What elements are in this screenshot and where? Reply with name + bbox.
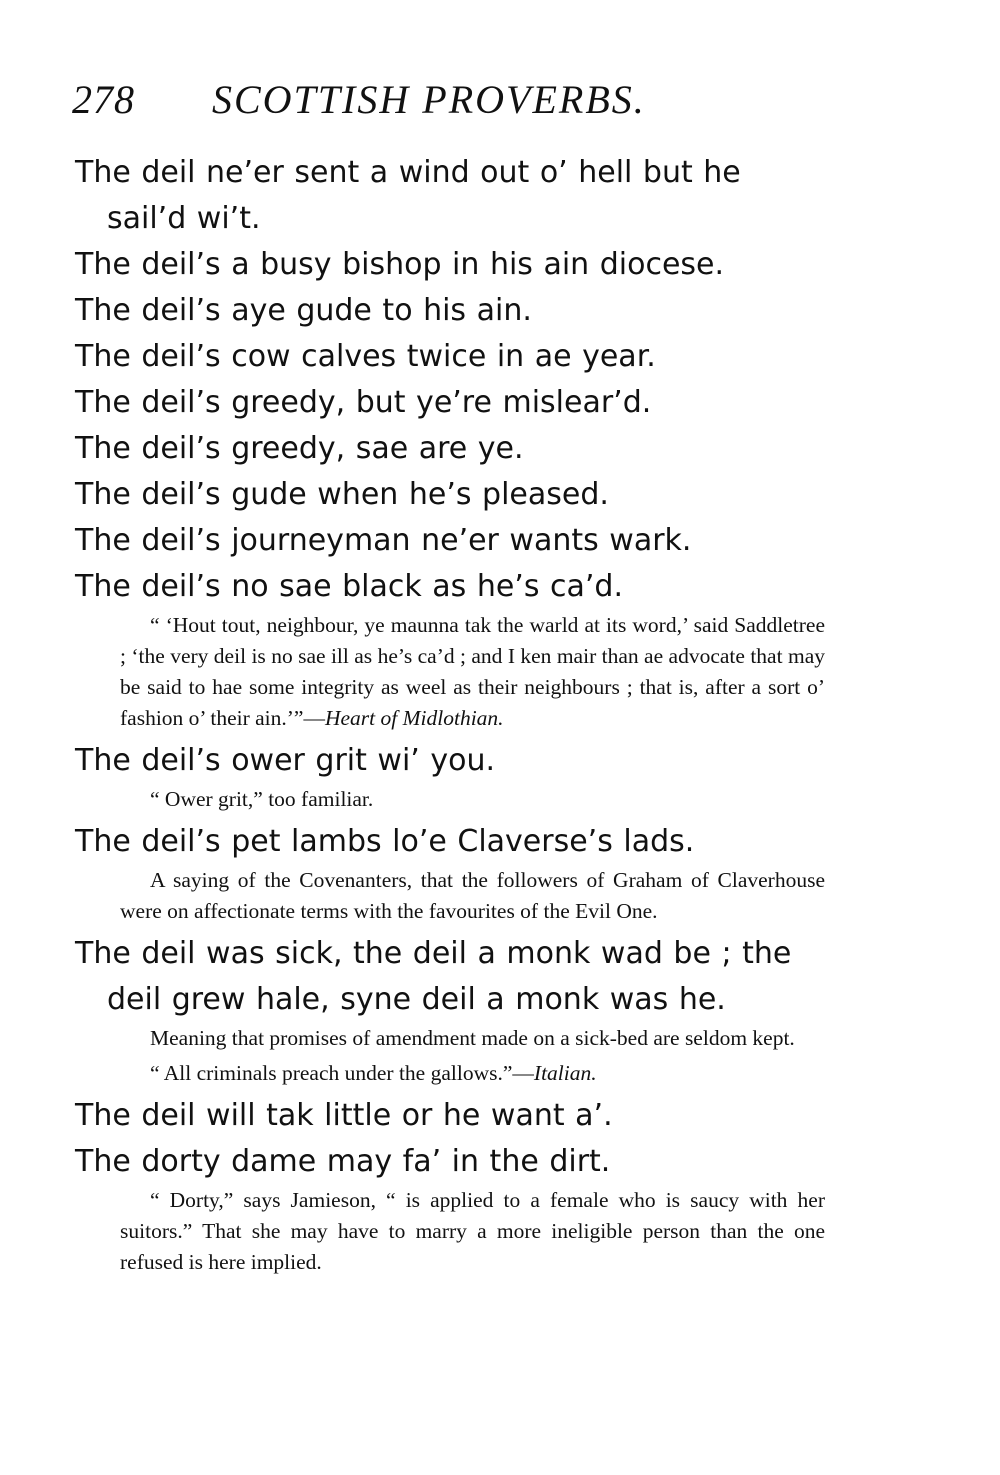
note-source: Heart of Midlothian. [324,706,504,730]
proverb: The deil’s no sae black as he’s ca’d. [75,569,623,604]
proverb: The deil ne’er sent a wind out o’ hell but he sail’d wi’t. [75,155,741,236]
proverb-note [75,1058,825,1089]
note-source: Italian. [533,1061,597,1085]
running-title: SCOTTISH PROVERBS. [212,77,646,122]
note-text: Meaning that promises of amendment made on a sick-bed are seldom kept. [150,1026,795,1050]
note-text: A saying of the Covenanters, that the followers of Graham of Claverhouse were on affectionate terms with the favourites of the Evil One. [120,868,825,923]
proverb: The deil’s cow calves twice in ae year. [75,339,656,374]
note-text: “ ‘Hout tout, neighbour, ye maunna tak the warld at its word,’ said Saddletree ; ‘the very deil is no sae ill as he’s ca’d ; and I ken mair than ae advocate that may be said to hae some integrity as weel as their neighbours ; that is, after a sort o’ fashion o’ their ain.’”— [120,613,825,730]
proverb: The deil’s ower grit wi’ you. [75,743,496,778]
proverb: The deil’s aye gude to his ain. [75,293,532,328]
proverb: The deil was sick, the deil a monk wad be ; the deil grew hale, syne deil a monk was he. [75,936,792,1017]
note-text: “ All criminals preach under the gallows.”— [150,1061,534,1085]
proverb: The deil’s gude when he’s pleased. [75,477,609,512]
proverb: The deil’s a busy bishop in his ain diocese. [75,247,725,282]
proverb: The deil’s greedy, sae are ye. [75,431,524,466]
proverb: The deil’s pet lambs lo’e Claverse’s lads. [75,824,695,859]
proverb-note [75,1185,825,1278]
note-text: “ Ower grit,” too familiar. [150,787,374,811]
note-text: “ Dorty,” says Jamieson, “ is applied to a female who is saucy with her suitors.” That she may have to marry a more ineligible person than the one refused is here implied. [120,1188,825,1274]
page-number: 278 [72,77,135,122]
proverb-note [75,610,825,734]
proverb: The deil will tak little or he want a’. [75,1098,613,1133]
page-header [72,76,646,123]
proverb-note [75,865,825,927]
proverb-list [75,150,825,1282]
proverb: The deil’s greedy, but ye’re mislear’d. [75,385,652,420]
proverb: The deil’s journeyman ne’er wants wark. [75,523,692,558]
proverb-note [75,784,825,815]
proverb: The dorty dame may fa’ in the dirt. [75,1144,611,1179]
proverb-note [75,1023,825,1054]
